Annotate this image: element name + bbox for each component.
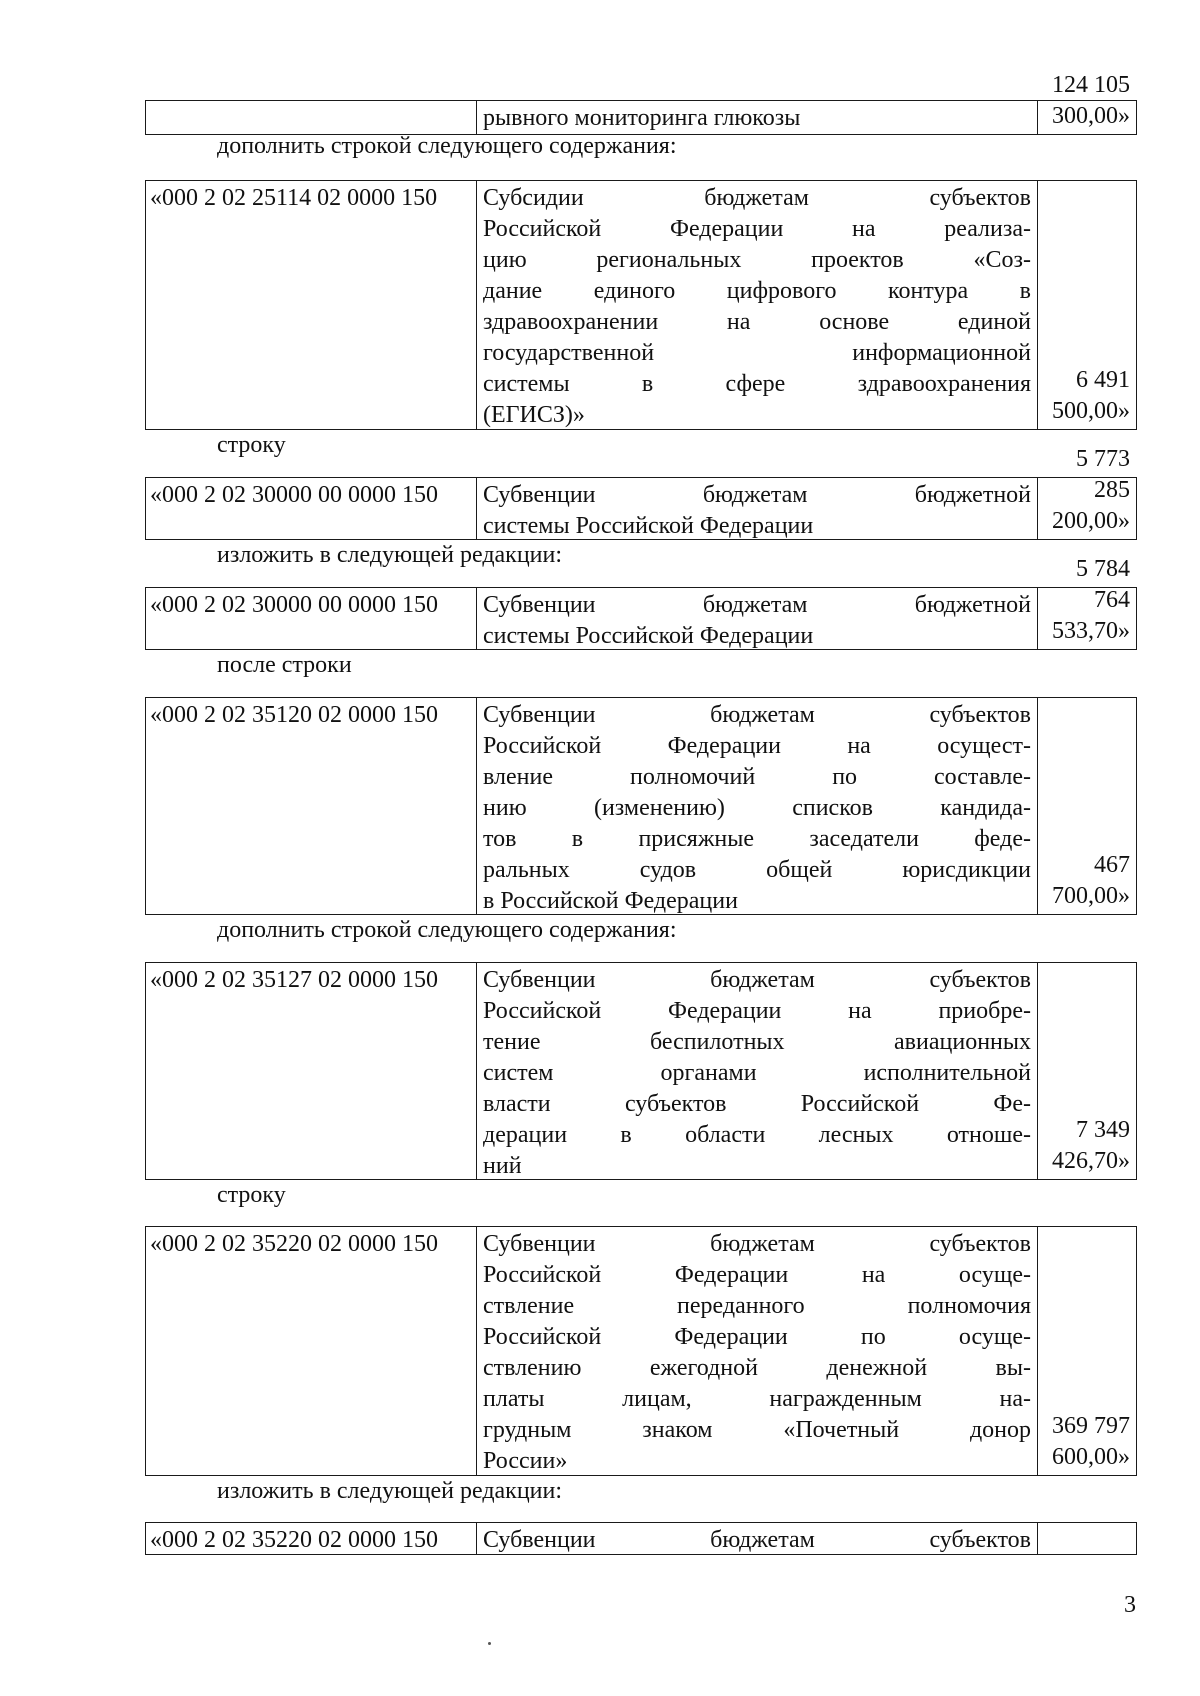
scan-speck [488, 1642, 491, 1645]
instruction-text: изложить в следующей редакции: [217, 1478, 563, 1504]
instruction-text: строку [217, 432, 286, 458]
amount-cell: 5 773 285 200,00» [1052, 446, 1130, 534]
code-cell: «000 2 02 35220 02 0000 150 [150, 1527, 438, 1553]
description-line: системы Российской Федерации [483, 513, 814, 539]
table-row [145, 180, 1137, 430]
description-line: Субвенции бюджетам бюджетной [483, 482, 1031, 508]
amount-cell: 5 784 764 533,70» [1052, 556, 1130, 644]
instruction-text: после строки [217, 652, 352, 678]
description-line: Российской Федерации на осуще- [483, 1262, 1031, 1288]
code-cell [146, 101, 476, 134]
code-cell: «000 2 02 35120 02 0000 150 [150, 702, 438, 728]
amount-cell [1038, 1523, 1136, 1554]
code-cell: «000 2 02 30000 00 0000 150 [150, 592, 438, 618]
description-line: власти субъектов Российской Фе- [483, 1091, 1031, 1117]
description-line: ствление переданного полномочия [483, 1293, 1031, 1319]
amount-cell: 467 700,00» [1052, 852, 1130, 909]
description-line: Российской Федерации на осущест- [483, 733, 1031, 759]
instruction-text: строку [217, 1182, 286, 1208]
description-line: системы Российской Федерации [483, 623, 814, 649]
description-line: ний [483, 1153, 522, 1179]
description-line: рывного мониторинга глюкозы [483, 105, 801, 131]
description-line: государственной информационной [483, 340, 1031, 366]
table-row [145, 697, 1137, 915]
description-line: Российской Федерации на реализа- [483, 216, 1031, 242]
amount-cell: 369 797 600,00» [1052, 1413, 1130, 1470]
description-line: Субвенции бюджетам субъектов [483, 702, 1031, 728]
table-row [145, 446, 1137, 540]
table-row [145, 1522, 1137, 1555]
description-line: (ЕГИСЗ)» [483, 402, 585, 428]
instruction-text: изложить в следующей редакции: [217, 542, 563, 568]
description-line: ральных судов общей юрисдикции [483, 857, 1031, 883]
description-line: системы в сфере здравоохранения [483, 371, 1031, 397]
description-line: России» [483, 1448, 568, 1474]
instruction-text: дополнить строкой следующего содержания: [217, 133, 677, 159]
description-cell [476, 1523, 1038, 1554]
description-line: Субвенции бюджетам бюджетной [483, 592, 1031, 618]
description-line: вление полномочий по составле- [483, 764, 1031, 790]
description-line: дерации в области лесных отноше- [483, 1122, 1031, 1148]
description-line: тение беспилотных авиационных [483, 1029, 1031, 1055]
description-line: ствлению ежегодной денежной вы- [483, 1355, 1031, 1381]
description-line: тов в присяжные заседатели феде- [483, 826, 1031, 852]
table-row [145, 556, 1137, 650]
amount-cell: 6 491 500,00» [1052, 367, 1130, 424]
description-cell [476, 698, 1038, 914]
description-line: дание единого цифрового контура в [483, 278, 1031, 304]
amount-cell: 7 349 426,70» [1052, 1117, 1130, 1174]
description-line: в Российской Федерации [483, 888, 738, 914]
description-cell [476, 478, 1038, 539]
code-cell: «000 2 02 30000 00 0000 150 [150, 482, 438, 508]
description-line: Субвенции бюджетам субъектов [483, 967, 1031, 993]
code-cell: «000 2 02 35220 02 0000 150 [150, 1231, 438, 1257]
description-line: здравоохранении на основе единой [483, 309, 1031, 335]
description-cell [476, 1227, 1038, 1475]
instruction-text: дополнить строкой следующего содержания: [217, 917, 677, 943]
amount-cell: 124 105 300,00» [1052, 72, 1130, 129]
code-cell: «000 2 02 25114 02 0000 150 [150, 185, 438, 211]
page-number: 3 [1124, 1592, 1136, 1618]
description-line: Субвенции бюджетам субъектов [483, 1231, 1031, 1257]
description-cell [476, 963, 1038, 1179]
description-cell [476, 588, 1038, 649]
description-cell [476, 101, 1038, 134]
description-line: грудным знаком «Почетный донор [483, 1417, 1031, 1443]
description-line: цию региональных проектов «Соз- [483, 247, 1031, 273]
description-line: Российской Федерации по осуще- [483, 1324, 1031, 1350]
description-line: Субвенции бюджетам субъектов [483, 1527, 1031, 1553]
description-line: платы лицам, награжденным на- [483, 1386, 1031, 1412]
description-line: нию (изменению) списков кандида- [483, 795, 1031, 821]
table-row [145, 72, 1137, 135]
description-cell [476, 181, 1038, 429]
code-cell: «000 2 02 35127 02 0000 150 [150, 967, 438, 993]
table-row [145, 962, 1137, 1180]
table-row [145, 1226, 1137, 1476]
description-line: Субсидии бюджетам субъектов [483, 185, 1031, 211]
description-line: Российской Федерации на приобре- [483, 998, 1031, 1024]
description-line: систем органами исполнительной [483, 1060, 1031, 1086]
